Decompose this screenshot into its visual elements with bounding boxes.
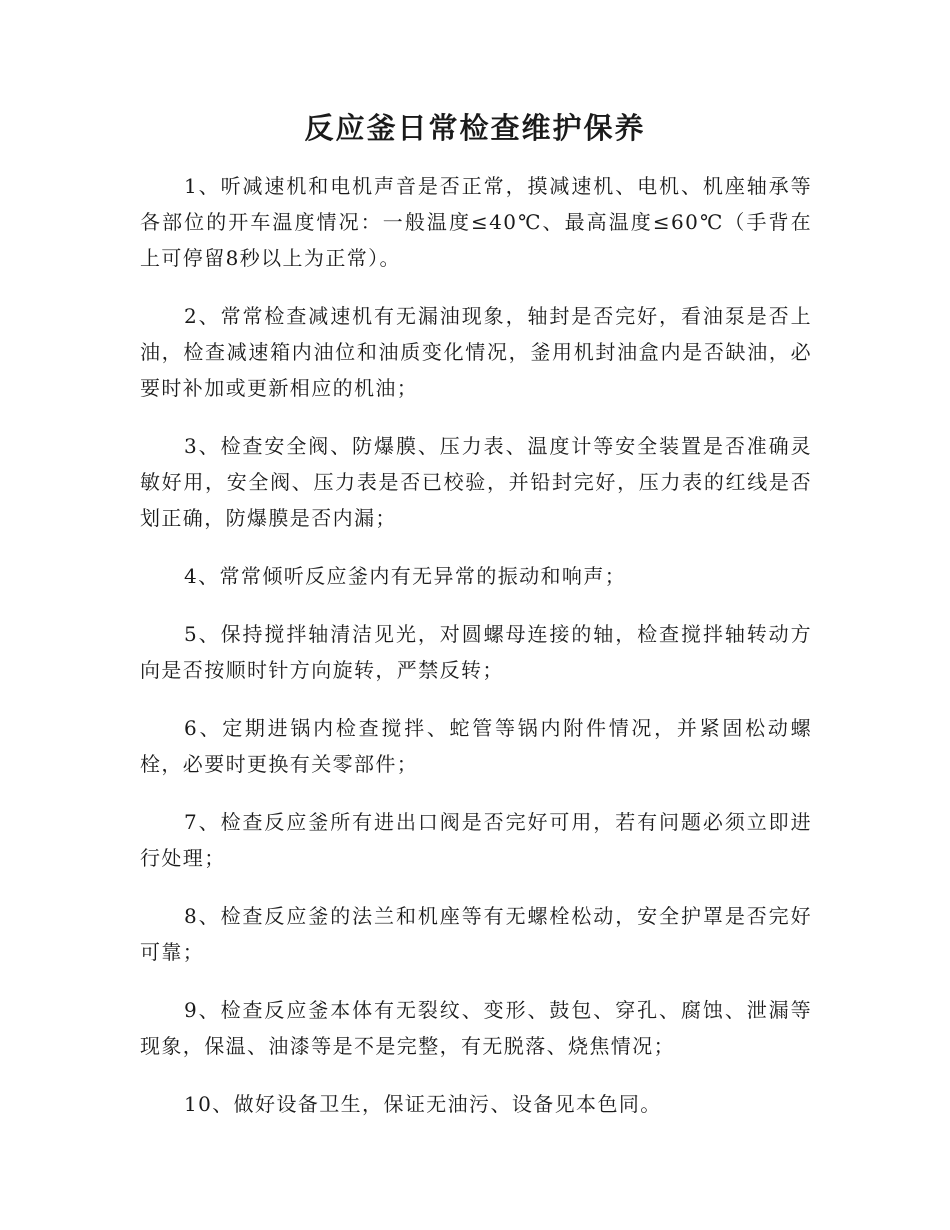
paragraph-1: 1、听减速机和电机声音是否正常，摸减速机、电机、机座轴承等各部位的开车温度情况：一般温度≤40℃、最高温度≤60℃（手背在上可停留8秒以上为正常）。	[140, 174, 812, 270]
paragraph-7: 7、检查反应釜所有进出口阀是否完好可用，若有问题必须立即进行处理；	[140, 810, 812, 870]
paragraph-10: 10、做好设备卫生，保证无油污、设备见本色同。	[184, 1092, 662, 1116]
paragraph-5: 5、保持搅拌轴清洁见光，对圆螺母连接的轴，检查搅拌轴转动方向是否按顺时针方向旋转，严禁反转；	[140, 622, 812, 682]
paragraph-9: 9、检查反应釜本体有无裂纹、变形、鼓包、穿孔、腐蚀、泄漏等现象，保温、油漆等是不是完整，有无脱落、烧焦情况；	[140, 998, 812, 1058]
paragraph-8: 8、检查反应釜的法兰和机座等有无螺栓松动，安全护罩是否完好可靠；	[140, 904, 812, 964]
paragraph-6: 6、定期进锅内检查搅拌、蛇管等锅内附件情况，并紧固松动螺栓，必要时更换有关零部件；	[140, 716, 812, 776]
paragraph-4: 4、常常倾听反应釜内有无异常的振动和响声；	[184, 564, 627, 588]
document-body	[140, 168, 812, 1144]
paragraph-3: 3、检查安全阀、防爆膜、压力表、温度计等安全装置是否准确灵敏好用，安全阀、压力表是否已校验，并铅封完好，压力表的红线是否划正确，防爆膜是否内漏；	[140, 434, 812, 530]
document-title: 反应釜日常检查维护保养	[304, 111, 646, 145]
paragraph-2: 2、常常检查减速机有无漏油现象，轴封是否完好，看油泵是否上油，检查减速箱内油位和油质变化情况，釜用机封油盒内是否缺油，必要时补加或更新相应的机油；	[140, 304, 812, 400]
